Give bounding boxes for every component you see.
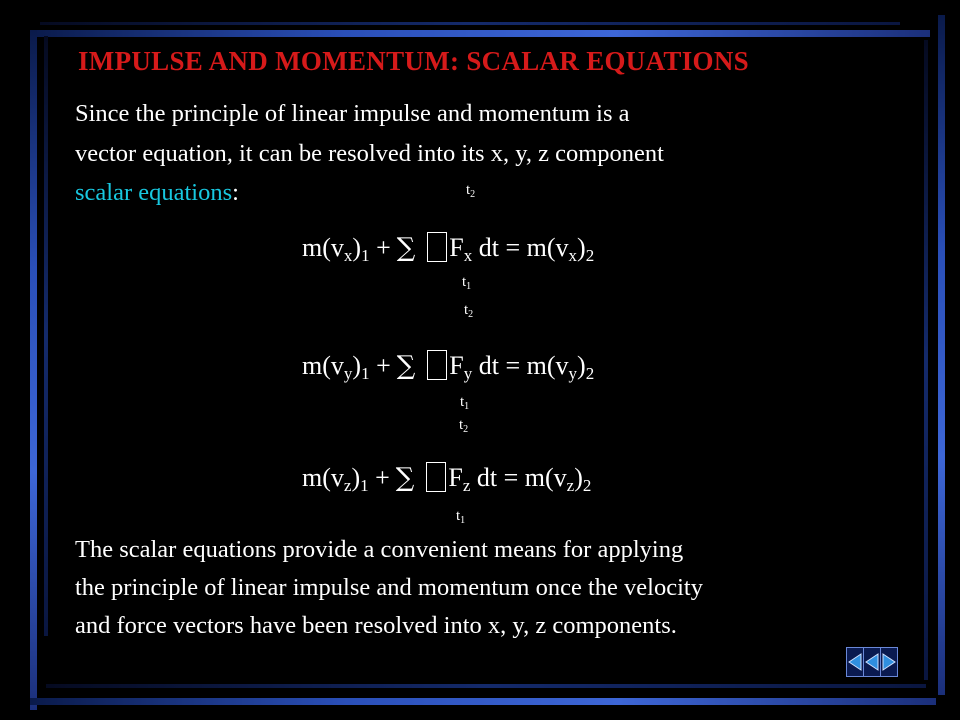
next-slide-icon — [882, 652, 896, 672]
equation-y: $m(v_y)_1$ + ∑ $F_y$ dt = $m(v_y)_2$ — [302, 351, 595, 383]
eq-z-upper-limit: $t_2$ — [459, 417, 469, 435]
sum-symbol: ∑ — [396, 233, 416, 263]
frame-top-bar-2 — [40, 22, 900, 25]
integral-icon — [426, 462, 446, 492]
first-slide-button[interactable] — [847, 648, 864, 676]
eq-x-lower-limit: $t_1$ — [462, 274, 472, 292]
eq-y-lower-limit: $t_1$ — [460, 394, 470, 412]
integral-icon — [427, 350, 447, 380]
equation-z: $m(v_z)_1$ + ∑ $F_z$ dt = $m(v_z)_2$ — [302, 463, 592, 495]
first-slide-icon — [848, 652, 862, 672]
slide-title: IMPULSE AND MOMENTUM: SCALAR EQUATIONS — [78, 46, 749, 76]
integral-icon — [427, 232, 447, 262]
eq-x-upper-limit: $t_2$ — [466, 182, 476, 200]
sum-symbol: ∑ — [395, 463, 415, 493]
frame-bottom-bar-2 — [46, 684, 926, 688]
eq-z-lower-limit: $t_1$ — [456, 508, 466, 526]
conclusion-line-1: The scalar equations provide a convenient means for applying — [75, 536, 684, 563]
intro-line-3 — [75, 176, 239, 210]
intro-line-2: vector equation, it can be resolved into its x, y, z component — [75, 140, 664, 167]
frame-top-bar — [30, 30, 930, 37]
frame-left-bar-2 — [44, 36, 48, 636]
sum-symbol: ∑ — [396, 351, 416, 381]
intro-line-3-colon: : — [232, 179, 239, 206]
next-slide-button[interactable] — [881, 648, 897, 676]
frame-left-bar — [30, 30, 37, 710]
frame-bottom-bar — [30, 698, 936, 705]
equation-x: $m(v_x)_1$ + ∑ $F_x$ dt = $m(v_x)_2$ — [302, 233, 595, 265]
eq-y-upper-limit: $t_2$ — [464, 302, 474, 320]
conclusion-line-3: and force vectors have been resolved into x, y, z components. — [75, 612, 677, 639]
frame-right-bar-2 — [924, 40, 928, 680]
frame-right-bar — [938, 15, 945, 695]
prev-slide-icon — [865, 652, 879, 672]
slide-navigation — [846, 647, 898, 677]
scalar-equations-highlight: scalar equations — [75, 179, 233, 206]
prev-slide-button[interactable] — [864, 648, 881, 676]
intro-line-1: Since the principle of linear impulse and momentum is a — [75, 100, 630, 127]
conclusion-line-2: the principle of linear impulse and momentum once the velocity — [75, 574, 703, 601]
